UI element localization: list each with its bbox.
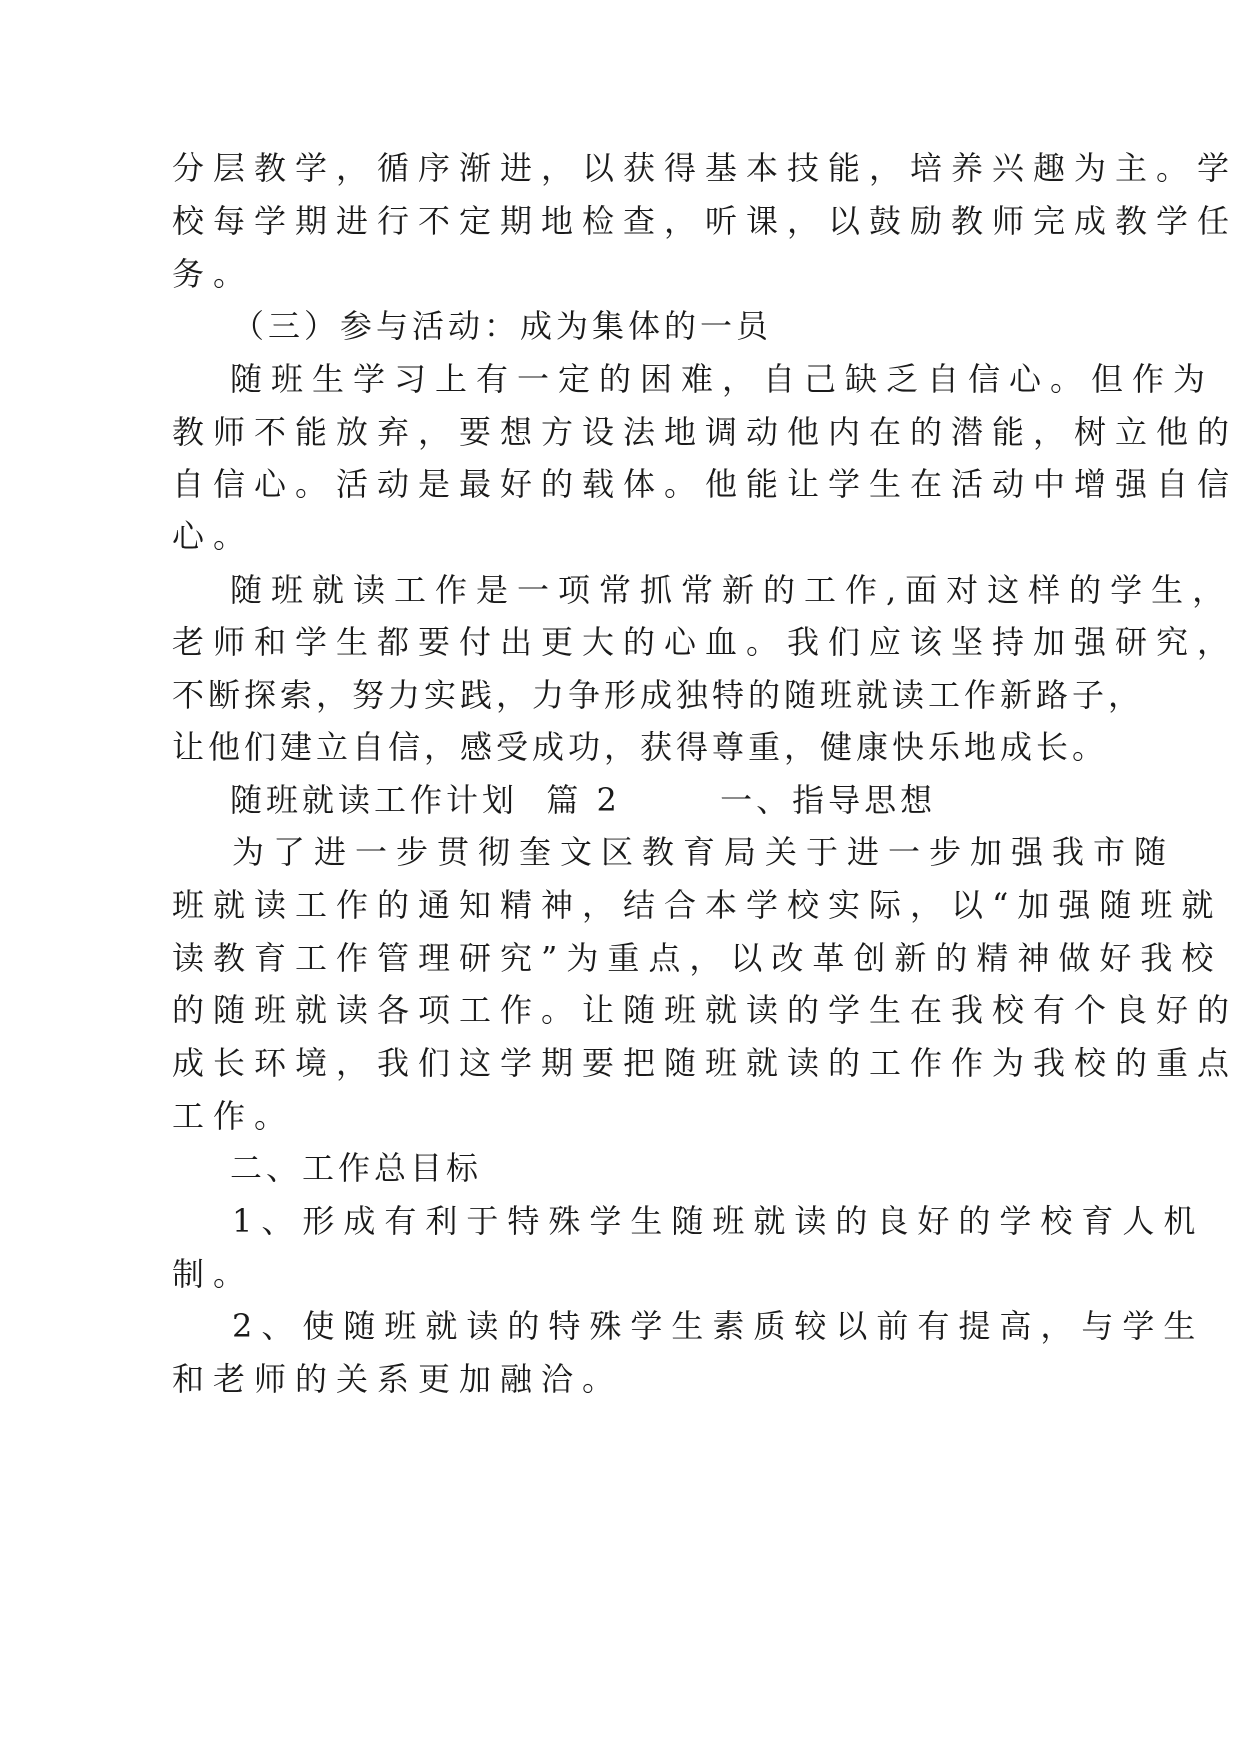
paragraph-line: 自信心。活动是最好的载体。他能让学生在活动中增强自信 (172, 465, 1239, 503)
paragraph-line: 工作。 (172, 1097, 296, 1135)
paragraph-line: 不断探索，努力实践，力争形成独特的随班就读工作新路子， (172, 676, 1145, 714)
paragraph-line: 读教育工作管理研究”为重点，以改革创新的精神做好我校 (172, 939, 1223, 977)
section-heading: 二、工作总目标 (230, 1149, 483, 1187)
paragraph-line: 随班生学习上有一定的困难，自己缺乏自信心。但作为 (230, 360, 1215, 398)
paragraph-line: 1、形成有利于特殊学生随班就读的良好的学校育人机 (232, 1202, 1205, 1240)
paragraph-line: 班就读工作的通知精神，结合本学校实际，以“加强随班就 (172, 886, 1223, 924)
paragraph-line: 分层教学，循序渐进，以获得基本技能，培养兴趣为主。学 (172, 149, 1239, 187)
paragraph-line: 成长环境，我们这学期要把随班就读的工作作为我校的重点 (172, 1044, 1239, 1082)
paragraph-line: 随班就读工作是一项常抓常新的工作,面对这样的学生， (230, 571, 1234, 609)
paragraph-line: 务。 (172, 255, 255, 293)
paragraph-line: 教师不能放弃，要想方设法地调动他内在的潜能，树立他的 (172, 413, 1239, 451)
paragraph-line: 制。 (172, 1255, 255, 1293)
paragraph-line: 让他们建立自信，感受成功，获得尊重，健康快乐地成长。 (172, 728, 1109, 766)
paragraph-line: 校每学期进行不定期地检查，听课，以鼓励教师完成教学任 (172, 202, 1239, 240)
section-heading: 随班就读工作计划 篇 2 一、指导思想 (230, 781, 937, 819)
paragraph-line: 心。 (172, 517, 255, 555)
section-heading: （三）参与活动：成为集体的一员 (232, 307, 773, 345)
paragraph-line: 为了进一步贯彻奎文区教育局关于进一步加强我市随 (232, 833, 1176, 871)
paragraph-line: 老师和学生都要付出更大的心血。我们应该坚持加强研究， (172, 623, 1239, 661)
paragraph-line: 的随班就读各项工作。让随班就读的学生在我校有个良好的 (172, 991, 1239, 1029)
paragraph-line: 2、使随班就读的特殊学生素质较以前有提高，与学生 (232, 1307, 1205, 1345)
paragraph-line: 和老师的关系更加融洽。 (172, 1360, 624, 1398)
